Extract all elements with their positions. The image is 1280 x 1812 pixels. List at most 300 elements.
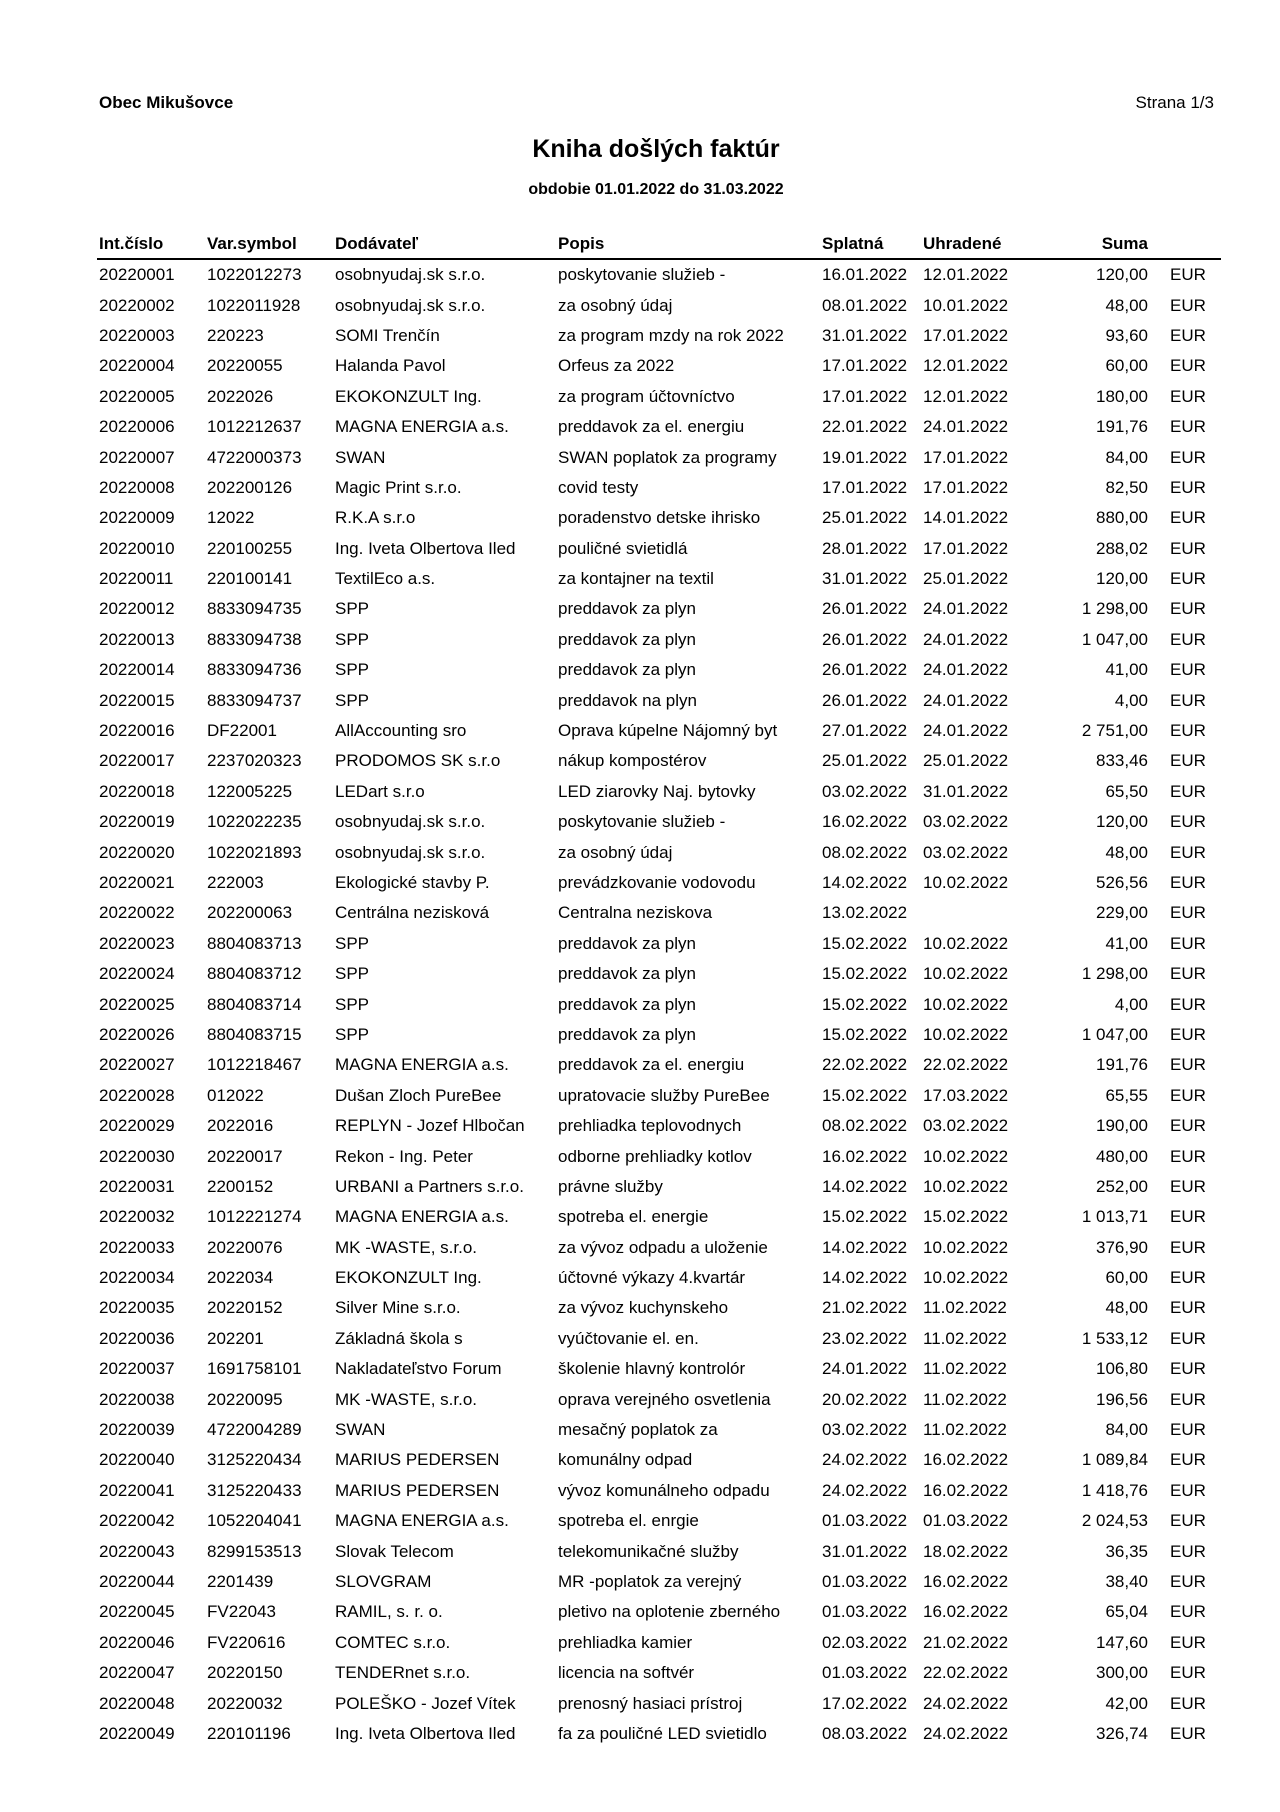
cell-int-cislo: 20220044 <box>99 1571 175 1591</box>
table-row <box>97 382 1221 412</box>
cell-var-symbol: FV22043 <box>207 1602 276 1622</box>
cell-var-symbol: 1052204041 <box>207 1511 302 1531</box>
cell-suma: 41,00 <box>1105 933 1148 953</box>
cell-int-cislo: 20220039 <box>99 1420 175 1440</box>
cell-var-symbol: 1012221274 <box>207 1207 302 1227</box>
cell-int-cislo: 20220042 <box>99 1511 175 1531</box>
cell-popis: preddavok za el. energiu <box>558 417 745 437</box>
cell-var-symbol: 8299153513 <box>207 1541 302 1561</box>
cell-var-symbol: 220223 <box>207 325 264 345</box>
cell-dodavatel: SPP <box>335 629 370 649</box>
cell-splatna: 25.01.2022 <box>822 508 908 528</box>
header-int-cislo: Int.číslo <box>97 225 205 259</box>
cell-dodavatel: MAGNA ENERGIA a.s. <box>335 1055 509 1075</box>
cell-dodavatel: Základná škola s <box>335 1328 463 1348</box>
cell-uhradene: 03.02.2022 <box>923 842 1009 862</box>
cell-suma: 4,00 <box>1114 994 1148 1014</box>
table-row <box>97 442 1221 472</box>
cell-popis: fa za pouličné LED svietidlo <box>558 1723 767 1743</box>
table-row <box>97 473 1221 503</box>
table-row <box>97 412 1221 442</box>
cell-var-symbol: 1691758101 <box>207 1359 302 1379</box>
cell-splatna: 14.02.2022 <box>822 1176 908 1196</box>
table-row <box>97 321 1221 351</box>
cell-suma: 376,90 <box>1096 1237 1148 1257</box>
cell-var-symbol: 1022021893 <box>207 842 302 862</box>
cell-currency: EUR <box>1170 629 1206 649</box>
cell-dodavatel: Ing. Iveta Olbertova Iled <box>335 538 516 558</box>
cell-currency: EUR <box>1170 386 1206 406</box>
cell-popis: Orfeus za 2022 <box>558 356 675 376</box>
cell-splatna: 15.02.2022 <box>822 1207 908 1227</box>
cell-var-symbol: 2022034 <box>207 1268 274 1288</box>
cell-uhradene: 25.01.2022 <box>923 569 1009 589</box>
cell-popis: preddavok za plyn <box>558 629 696 649</box>
cell-suma: 65,04 <box>1105 1602 1148 1622</box>
table-row <box>97 989 1221 1019</box>
cell-popis: prenosný hasiaci prístroj <box>558 1693 743 1713</box>
cell-uhradene: 24.01.2022 <box>923 629 1009 649</box>
cell-popis: covid testy <box>558 477 639 497</box>
cell-dodavatel: POLEŠKO - Jozef Vítek <box>335 1693 516 1713</box>
cell-currency: EUR <box>1170 873 1206 892</box>
cell-suma: 42,00 <box>1105 1693 1148 1713</box>
cell-splatna: 21.02.2022 <box>822 1298 908 1318</box>
cell-uhradene: 12.01.2022 <box>923 265 1009 285</box>
cell-var-symbol: 220100255 <box>207 538 293 558</box>
cell-dodavatel: MAGNA ENERGIA a.s. <box>335 1511 509 1531</box>
cell-currency: EUR <box>1170 933 1206 953</box>
table-row <box>97 1233 1221 1263</box>
cell-currency: EUR <box>1170 265 1206 285</box>
cell-popis: preddavok za el. energiu <box>558 1055 745 1075</box>
cell-dodavatel: SPP <box>335 599 370 619</box>
cell-currency: EUR <box>1170 508 1206 528</box>
cell-uhradene: 24.01.2022 <box>923 721 1009 741</box>
cell-dodavatel: COMTEC s.r.o. <box>335 1632 451 1652</box>
table-row <box>97 716 1221 746</box>
cell-suma: 48,00 <box>1105 842 1148 862</box>
cell-var-symbol: 012022 <box>207 1085 264 1105</box>
cell-uhradene: 10.02.2022 <box>923 933 1009 953</box>
cell-splatna: 26.01.2022 <box>822 599 908 619</box>
cell-dodavatel: SPP <box>335 994 370 1014</box>
cell-uhradene: 17.01.2022 <box>923 538 1009 558</box>
cell-suma: 60,00 <box>1105 1268 1148 1288</box>
document-period: obdobie 01.01.2022 do 31.03.2022 <box>528 181 784 198</box>
cell-suma: 84,00 <box>1105 447 1148 467</box>
cell-dodavatel: RAMIL, s. r. o. <box>335 1602 443 1622</box>
cell-int-cislo: 20220009 <box>99 508 175 528</box>
cell-dodavatel: EKOKONZULT Ing. <box>335 386 482 406</box>
cell-splatna: 13.02.2022 <box>822 903 908 923</box>
table-row <box>97 1050 1221 1080</box>
cell-int-cislo: 20220028 <box>99 1085 175 1105</box>
table-row <box>97 503 1221 533</box>
cell-splatna: 08.03.2022 <box>822 1723 908 1743</box>
document-title: Kniha došlých faktúr <box>532 135 780 163</box>
cell-int-cislo: 20220040 <box>99 1450 175 1470</box>
cell-currency: EUR <box>1170 1024 1206 1044</box>
cell-int-cislo: 20220047 <box>99 1663 175 1683</box>
cell-popis: preddavok za plyn <box>558 599 696 619</box>
cell-splatna: 25.01.2022 <box>822 751 908 771</box>
table-row <box>97 259 1221 290</box>
cell-var-symbol: 202201 <box>207 1328 264 1348</box>
cell-dodavatel: REPLYN - Jozef Hlbočan <box>335 1116 525 1136</box>
cell-uhradene: 12.01.2022 <box>923 386 1009 406</box>
cell-popis: za program mzdy na rok 2022 <box>558 325 784 345</box>
cell-int-cislo: 20220018 <box>99 781 175 801</box>
cell-splatna: 26.01.2022 <box>822 660 908 680</box>
cell-int-cislo: 20220012 <box>99 599 175 619</box>
cell-splatna: 08.02.2022 <box>822 842 908 862</box>
cell-currency: EUR <box>1170 1511 1206 1531</box>
cell-splatna: 17.02.2022 <box>822 1693 908 1713</box>
cell-suma: 147,60 <box>1096 1632 1148 1652</box>
cell-uhradene: 16.02.2022 <box>923 1602 1009 1622</box>
cell-uhradene: 18.02.2022 <box>923 1541 1009 1561</box>
cell-uhradene: 17.01.2022 <box>923 447 1009 467</box>
table-header-row <box>97 225 1221 259</box>
cell-var-symbol: 8833094737 <box>207 690 302 710</box>
cell-popis: telekomunikačné služby <box>558 1541 739 1561</box>
cell-suma: 1 418,76 <box>1081 1480 1148 1500</box>
cell-int-cislo: 20220024 <box>99 964 175 984</box>
cell-popis: právne služby <box>558 1176 663 1196</box>
table-row <box>97 1658 1221 1688</box>
cell-popis: vývoz komunálneho odpadu <box>558 1480 770 1500</box>
cell-int-cislo: 20220011 <box>99 569 174 589</box>
cell-int-cislo: 20220022 <box>99 903 175 923</box>
cell-splatna: 19.01.2022 <box>822 447 908 467</box>
cell-currency: EUR <box>1170 1693 1206 1713</box>
cell-popis: pouličné svietidlá <box>558 538 688 558</box>
cell-popis: školenie hlavný kontrolór <box>558 1359 746 1379</box>
cell-var-symbol: 8833094736 <box>207 660 302 680</box>
cell-currency: EUR <box>1170 569 1206 589</box>
cell-uhradene: 11.02.2022 <box>923 1420 1007 1440</box>
table-row <box>97 746 1221 776</box>
cell-suma: 252,00 <box>1096 1176 1148 1196</box>
cell-popis: SWAN poplatok za programy <box>558 447 777 467</box>
cell-dodavatel: Dušan Zloch PureBee <box>335 1085 502 1105</box>
cell-int-cislo: 20220026 <box>99 1024 175 1044</box>
cell-suma: 93,60 <box>1105 325 1148 345</box>
cell-suma: 65,50 <box>1105 781 1148 801</box>
cell-splatna: 01.03.2022 <box>822 1602 908 1622</box>
table-row <box>97 1476 1221 1506</box>
table-row <box>97 1719 1221 1749</box>
cell-uhradene: 03.02.2022 <box>923 1116 1009 1136</box>
cell-int-cislo: 20220005 <box>99 386 175 406</box>
cell-var-symbol: 1012212637 <box>207 417 302 437</box>
table-row <box>97 1141 1221 1171</box>
cell-int-cislo: 20220032 <box>99 1207 175 1227</box>
cell-currency: EUR <box>1170 295 1206 315</box>
cell-var-symbol: 220100141 <box>207 569 293 589</box>
cell-popis: preddavok za plyn <box>558 994 696 1014</box>
cell-var-symbol: 8804083715 <box>207 1024 302 1044</box>
cell-var-symbol: 20220152 <box>207 1298 283 1318</box>
cell-splatna: 01.03.2022 <box>822 1663 908 1683</box>
cell-uhradene: 25.01.2022 <box>923 751 1009 771</box>
cell-var-symbol: 2237020323 <box>207 751 302 771</box>
table-row <box>97 1263 1221 1293</box>
cell-suma: 880,00 <box>1096 508 1148 528</box>
cell-uhradene: 03.02.2022 <box>923 812 1009 832</box>
cell-dodavatel: SPP <box>335 1024 370 1044</box>
table-row <box>97 1111 1221 1141</box>
cell-popis: poskytovanie služieb - <box>558 265 726 285</box>
cell-currency: EUR <box>1170 1663 1206 1683</box>
table-row <box>97 685 1221 715</box>
cell-suma: 41,00 <box>1105 660 1148 680</box>
cell-currency: EUR <box>1170 356 1206 376</box>
cell-int-cislo: 20220017 <box>99 751 175 771</box>
cell-currency: EUR <box>1170 964 1206 984</box>
cell-popis: preddavok za plyn <box>558 660 696 680</box>
cell-uhradene: 10.02.2022 <box>923 1176 1009 1196</box>
cell-popis: nákup kompostérov <box>558 751 707 771</box>
cell-splatna: 03.02.2022 <box>822 781 908 801</box>
cell-popis: prehliadka kamier <box>558 1632 693 1652</box>
cell-popis: za osobný údaj <box>558 842 673 862</box>
cell-int-cislo: 20220034 <box>99 1268 175 1288</box>
table-row <box>97 777 1221 807</box>
table-row <box>97 655 1221 685</box>
cell-splatna: 22.02.2022 <box>822 1055 908 1075</box>
cell-currency: EUR <box>1170 751 1206 771</box>
cell-currency: EUR <box>1170 1328 1206 1348</box>
cell-uhradene: 01.03.2022 <box>923 1511 1009 1531</box>
cell-currency: EUR <box>1170 781 1206 801</box>
cell-int-cislo: 20220027 <box>99 1055 175 1075</box>
cell-splatna: 15.02.2022 <box>822 994 908 1014</box>
cell-int-cislo: 20220029 <box>99 1116 175 1136</box>
cell-var-symbol: 20220055 <box>207 356 283 376</box>
cell-int-cislo: 20220016 <box>99 721 175 741</box>
header-splatna: Splatná <box>820 225 921 259</box>
cell-dodavatel: Silver Mine s.r.o. <box>335 1298 461 1318</box>
cell-int-cislo: 20220002 <box>99 295 175 315</box>
header-var-symbol: Var.symbol <box>205 225 333 259</box>
cell-suma: 190,00 <box>1096 1116 1148 1136</box>
cell-currency: EUR <box>1170 1237 1206 1257</box>
cell-int-cislo: 20220013 <box>99 629 175 649</box>
cell-dodavatel: Slovak Telecom <box>335 1541 454 1561</box>
cell-splatna: 16.02.2022 <box>822 812 908 832</box>
cell-int-cislo: 20220001 <box>99 265 175 285</box>
cell-popis: spotreba el. enrgie <box>558 1511 699 1531</box>
cell-splatna: 23.02.2022 <box>822 1328 908 1348</box>
cell-splatna: 15.02.2022 <box>822 964 908 984</box>
cell-popis: preddavok za plyn <box>558 933 696 953</box>
cell-dodavatel: SOMI Trenčín <box>335 325 440 345</box>
cell-currency: EUR <box>1170 1632 1206 1652</box>
cell-popis: pletivo na oplotenie zberného <box>558 1602 781 1622</box>
cell-currency: EUR <box>1170 325 1206 345</box>
cell-int-cislo: 20220015 <box>99 690 175 710</box>
cell-dodavatel: SPP <box>335 660 370 680</box>
cell-popis: spotreba el. energie <box>558 1207 709 1227</box>
cell-var-symbol: DF22001 <box>207 721 277 741</box>
cell-dodavatel: Magic Print s.r.o. <box>335 477 462 497</box>
cell-splatna: 27.01.2022 <box>822 721 908 741</box>
cell-dodavatel: SWAN <box>335 1420 386 1440</box>
cell-var-symbol: 4722004289 <box>207 1420 302 1440</box>
cell-int-cislo: 20220021 <box>99 873 175 892</box>
cell-splatna: 15.02.2022 <box>822 1024 908 1044</box>
cell-popis: Oprava kúpelne Nájomný byt <box>558 721 778 741</box>
cell-dodavatel: osobnyudaj.sk s.r.o. <box>335 842 486 862</box>
cell-uhradene: 10.02.2022 <box>923 964 1009 984</box>
cell-var-symbol: 122005225 <box>207 781 293 801</box>
table-row <box>97 1202 1221 1232</box>
cell-uhradene: 17.03.2022 <box>923 1085 1009 1105</box>
cell-dodavatel: Ekologické stavby P. <box>335 873 490 892</box>
table-row <box>97 564 1221 594</box>
cell-popis: licencia na softvér <box>558 1663 695 1683</box>
cell-uhradene: 11.02.2022 <box>923 1389 1007 1409</box>
cell-currency: EUR <box>1170 812 1206 832</box>
cell-int-cislo: 20220037 <box>99 1359 175 1379</box>
cell-currency: EUR <box>1170 447 1206 467</box>
cell-popis: účtovné výkazy 4.kvartár <box>558 1268 746 1288</box>
cell-suma: 1 533,12 <box>1081 1328 1148 1348</box>
cell-suma: 191,76 <box>1096 1055 1148 1075</box>
cell-var-symbol: 1022012273 <box>207 265 302 285</box>
cell-popis: preddavok za plyn <box>558 964 696 984</box>
cell-dodavatel: R.K.A s.r.o <box>335 508 416 528</box>
cell-uhradene: 11.02.2022 <box>923 1298 1007 1318</box>
cell-int-cislo: 20220003 <box>99 325 175 345</box>
cell-suma: 60,00 <box>1105 356 1148 376</box>
cell-int-cislo: 20220030 <box>99 1146 175 1166</box>
cell-int-cislo: 20220008 <box>99 477 175 497</box>
cell-dodavatel: SPP <box>335 690 370 710</box>
header-currency <box>1156 225 1221 259</box>
cell-var-symbol: 8804083713 <box>207 933 302 953</box>
cell-suma: 288,02 <box>1096 538 1148 558</box>
cell-splatna: 24.01.2022 <box>822 1359 908 1379</box>
cell-popis: za kontajner na textil <box>558 569 714 589</box>
cell-var-symbol: 222003 <box>207 873 264 892</box>
table-row <box>97 290 1221 320</box>
cell-dodavatel: osobnyudaj.sk s.r.o. <box>335 812 486 832</box>
cell-suma: 1 298,00 <box>1081 599 1148 619</box>
cell-var-symbol: FV220616 <box>207 1632 286 1652</box>
cell-currency: EUR <box>1170 1480 1206 1500</box>
cell-int-cislo: 20220031 <box>99 1176 175 1196</box>
header-popis: Popis <box>556 225 820 259</box>
cell-splatna: 26.01.2022 <box>822 629 908 649</box>
cell-var-symbol: 20220095 <box>207 1389 283 1409</box>
cell-popis: za osobný údaj <box>558 295 673 315</box>
cell-splatna: 03.02.2022 <box>822 1420 908 1440</box>
table-row <box>97 1354 1221 1384</box>
cell-dodavatel: SWAN <box>335 447 386 467</box>
cell-dodavatel: SPP <box>335 964 370 984</box>
cell-var-symbol: 3125220433 <box>207 1480 302 1500</box>
cell-splatna: 15.02.2022 <box>822 933 908 953</box>
cell-int-cislo: 20220023 <box>99 933 175 953</box>
cell-suma: 106,80 <box>1096 1359 1148 1379</box>
cell-int-cislo: 20220041 <box>99 1480 175 1500</box>
cell-int-cislo: 20220033 <box>99 1237 175 1257</box>
table-row <box>97 1688 1221 1718</box>
cell-dodavatel: Nakladateľstvo Forum <box>335 1359 502 1379</box>
cell-var-symbol: 202200063 <box>207 903 293 923</box>
cell-splatna: 31.01.2022 <box>822 569 908 589</box>
cell-splatna: 26.01.2022 <box>822 690 908 710</box>
cell-int-cislo: 20220019 <box>99 812 175 832</box>
cell-suma: 2 751,00 <box>1081 721 1148 741</box>
cell-currency: EUR <box>1170 417 1206 437</box>
cell-popis: mesačný poplatok za <box>558 1420 718 1440</box>
cell-splatna: 14.02.2022 <box>822 873 908 892</box>
cell-dodavatel: TextilEco a.s. <box>335 569 436 589</box>
invoice-table <box>97 225 1221 1749</box>
cell-var-symbol: 20220150 <box>207 1663 283 1683</box>
cell-uhradene: 11.02.2022 <box>923 1359 1007 1379</box>
cell-currency: EUR <box>1170 660 1206 680</box>
cell-currency: EUR <box>1170 538 1206 558</box>
cell-currency: EUR <box>1170 721 1206 741</box>
cell-int-cislo: 20220010 <box>99 538 175 558</box>
cell-dodavatel: osobnyudaj.sk s.r.o. <box>335 265 486 285</box>
cell-uhradene: 24.01.2022 <box>923 417 1009 437</box>
cell-popis: preddavok za plyn <box>558 1024 696 1044</box>
cell-currency: EUR <box>1170 1207 1206 1227</box>
cell-splatna: 31.01.2022 <box>822 1541 908 1561</box>
cell-splatna: 14.02.2022 <box>822 1237 908 1257</box>
cell-popis: komunálny odpad <box>558 1450 693 1470</box>
cell-uhradene: 24.02.2022 <box>923 1693 1009 1713</box>
cell-dodavatel: TENDERnet s.r.o. <box>335 1663 471 1683</box>
cell-currency: EUR <box>1170 1146 1206 1166</box>
cell-var-symbol: 1022011928 <box>207 295 301 315</box>
cell-currency: EUR <box>1170 1420 1206 1440</box>
cell-popis: vyúčtovanie el. en. <box>558 1328 699 1348</box>
cell-suma: 1 298,00 <box>1081 964 1148 984</box>
cell-suma: 526,56 <box>1096 873 1148 892</box>
table-row <box>97 868 1221 898</box>
cell-popis: preddavok na plyn <box>558 690 697 710</box>
cell-splatna: 20.02.2022 <box>822 1389 908 1409</box>
cell-var-symbol: 8804083712 <box>207 964 302 984</box>
cell-int-cislo: 20220046 <box>99 1632 175 1652</box>
table-row <box>97 1536 1221 1566</box>
cell-uhradene: 22.02.2022 <box>923 1055 1009 1075</box>
cell-var-symbol: 1022022235 <box>207 812 302 832</box>
cell-int-cislo: 20220007 <box>99 447 175 467</box>
cell-uhradene: 24.01.2022 <box>923 690 1009 710</box>
cell-uhradene: 24.02.2022 <box>923 1723 1009 1743</box>
cell-dodavatel: MAGNA ENERGIA a.s. <box>335 417 509 437</box>
table-row <box>97 807 1221 837</box>
cell-int-cislo: 20220049 <box>99 1723 175 1743</box>
cell-uhradene: 15.02.2022 <box>923 1207 1009 1227</box>
cell-currency: EUR <box>1170 842 1206 862</box>
cell-suma: 1 013,71 <box>1081 1207 1148 1227</box>
cell-currency: EUR <box>1170 1085 1206 1105</box>
cell-var-symbol: 8804083714 <box>207 994 302 1014</box>
cell-var-symbol: 4722000373 <box>207 447 302 467</box>
cell-suma: 120,00 <box>1096 569 1148 589</box>
cell-suma: 1 047,00 <box>1081 1024 1148 1044</box>
cell-dodavatel: MK -WASTE, s.r.o. <box>335 1389 477 1409</box>
